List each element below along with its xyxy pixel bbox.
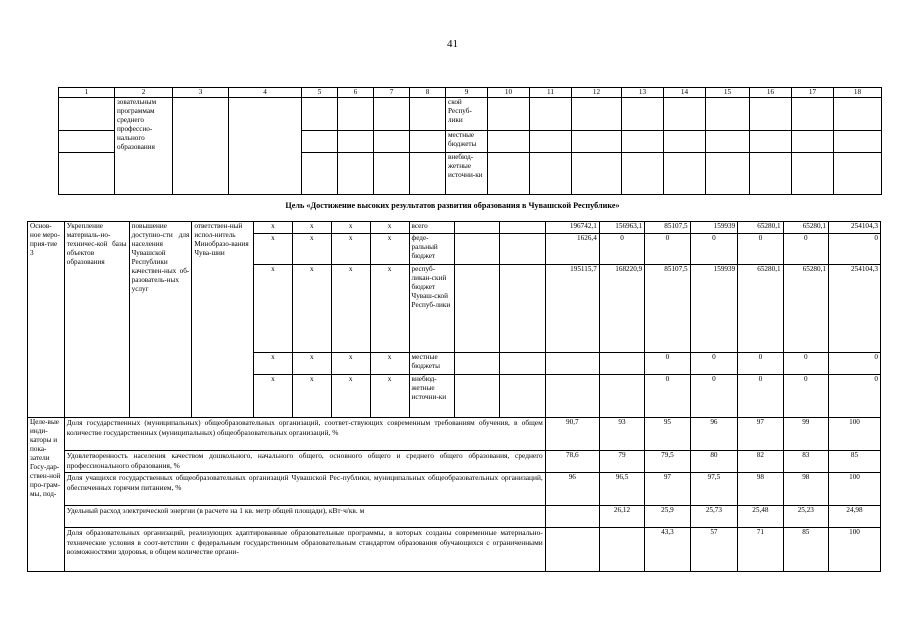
goal-title: Цель «Достижение высоких результатов развития образования в Чувашской Республике» [285, 201, 620, 210]
value-cell: 43,3 [645, 528, 690, 572]
x-cell: x [331, 353, 370, 375]
x-cell: x [253, 265, 292, 353]
x-cell: x [292, 265, 331, 353]
value-cell: 0 [829, 353, 881, 375]
x-cell: x [331, 234, 370, 265]
value-cell: 24,98 [829, 506, 881, 528]
value-cell: 0 [690, 234, 738, 265]
value-cell: 98 [783, 473, 828, 506]
x-cell: x [253, 375, 292, 418]
x-cell: x [370, 353, 409, 375]
value-cell: 82 [738, 451, 783, 473]
activity-table [27, 221, 881, 572]
value-cell: 95 [645, 418, 690, 451]
value-cell: 0 [690, 375, 738, 418]
value-cell: 65280,1 [783, 265, 828, 353]
value-cell: 156963,1 [599, 222, 644, 234]
value-cell: 96 [690, 418, 738, 451]
value-cell: 254104,3 [829, 222, 881, 234]
value-cell: 25,48 [738, 506, 783, 528]
table-row [28, 222, 881, 234]
value-cell: 0 [829, 234, 881, 265]
value-cell: 25,23 [783, 506, 828, 528]
header-cell: 7 [374, 88, 410, 98]
x-cell: x [331, 222, 370, 234]
value-cell: 0 [738, 234, 783, 265]
value-cell: 159939 [690, 222, 738, 234]
indicator-row [28, 451, 881, 473]
header-cell: 1 [59, 88, 115, 98]
funding-source-cell: всего [409, 222, 454, 234]
value-cell: 0 [829, 375, 881, 418]
table-cell [59, 98, 115, 131]
header-cell: 13 [622, 88, 664, 98]
indicator-text: Доля образовательных организаций, реализующих адаптированные образовательные программы, в которых созданы современные материально-технические условия в соот-ветствии с федеральным государственным образовательным стандартом образования обучающихся с ограниченными возможностями здоровья, в общем количестве органи- [64, 528, 545, 572]
activity-name-cell: Укрепление материаль-но-техничес-кой базы объектов образования [64, 222, 129, 418]
indicator-row [28, 473, 881, 506]
value-cell: 71 [738, 528, 783, 572]
value-cell: 0 [599, 234, 644, 265]
funding-source-cell: внебюд-жетные источни-ки [446, 153, 488, 195]
funding-source-cell: респуб-ликан-ский бюджет Чуваш-ской Респуб-лики [409, 265, 454, 353]
page-number: 41 [447, 38, 458, 50]
value-cell: 90,7 [545, 418, 599, 451]
value-cell: 93 [599, 418, 644, 451]
indicator-text: Удовлетворенность населения качеством дошкольного, начального общего, основного общего и среднего общего образования, среднего профессионального образования, % [64, 451, 545, 473]
header-cell: 4 [229, 88, 302, 98]
indicators-label-cell: Целе-вые инди-каторы и пока-затели Госу-дар-ствен-ной про-грам-мы, под- [28, 418, 65, 572]
table-cell [229, 98, 302, 195]
funding-source-cell: ской Респуб-лики [446, 98, 488, 131]
value-cell: 0 [645, 234, 690, 265]
header-cell: 12 [572, 88, 622, 98]
value-cell: 0 [645, 375, 690, 418]
x-cell: x [253, 353, 292, 375]
value-cell: 85 [783, 528, 828, 572]
value-cell: 97 [738, 418, 783, 451]
header-cell: 2 [115, 88, 173, 98]
x-cell: x [292, 375, 331, 418]
x-cell: x [292, 234, 331, 265]
table-cell [410, 98, 446, 131]
header-cell: 6 [338, 88, 374, 98]
continuation-table [58, 87, 882, 195]
indicator-text: Доля государственных (муниципальных) общеобразовательных организаций, соответ-ствующих современным требованиям обучения, в общем количестве государственных (муниципальных) общеобразовательных организаций, % [64, 418, 545, 451]
activity-label-cell: Основ-ное меро-прия-тие 3 [28, 222, 65, 418]
header-cell: 5 [302, 88, 338, 98]
value-cell: 25,73 [690, 506, 738, 528]
value-cell: 100 [829, 418, 881, 451]
value-cell: 0 [783, 353, 828, 375]
value-cell: 98 [738, 473, 783, 506]
table-row [59, 98, 882, 131]
funding-source-cell: местные бюджеты [446, 131, 488, 153]
header-cell: 15 [706, 88, 750, 98]
value-cell: 79,5 [645, 451, 690, 473]
header-cell: 14 [664, 88, 706, 98]
value-cell: 0 [783, 375, 828, 418]
value-cell: 65280,1 [738, 222, 783, 234]
value-cell: 97 [645, 473, 690, 506]
value-cell: 0 [783, 234, 828, 265]
value-cell: 168220,9 [599, 265, 644, 353]
executor-cell: ответствен-ный испол-нитель Минобразо-вания Чува-шии [192, 222, 254, 418]
value-cell: 83 [783, 451, 828, 473]
value-cell: 26,12 [599, 506, 644, 528]
funding-source-cell: феде-ральный бюджет [409, 234, 454, 265]
header-row [59, 88, 882, 98]
value-cell: 195115,7 [545, 265, 599, 353]
value-cell: 254104,3 [829, 265, 881, 353]
value-cell: 0 [738, 375, 783, 418]
value-cell: 159939 [690, 265, 738, 353]
program-name-cell: зовательным программам среднего профессио-нального образования [115, 98, 173, 195]
x-cell: x [331, 265, 370, 353]
value-cell: 65280,1 [783, 222, 828, 234]
value-cell: 57 [690, 528, 738, 572]
value-cell: 0 [645, 353, 690, 375]
x-cell: x [253, 234, 292, 265]
value-cell: 80 [690, 451, 738, 473]
indicator-row [28, 506, 881, 528]
value-cell: 85 [829, 451, 881, 473]
value-cell: 85107,5 [645, 265, 690, 353]
header-cell: 9 [446, 88, 488, 98]
funding-source-cell: местные бюджеты [409, 353, 454, 375]
value-cell: 1626,4 [545, 234, 599, 265]
header-cell: 3 [173, 88, 229, 98]
value-cell: 85107,5 [645, 222, 690, 234]
table-cell [302, 98, 338, 131]
value-cell: 79 [599, 451, 644, 473]
indicator-text: Удельный расход электрической энергии (в расчете на 1 кв. метр общей площади), кВт·ч/кв. м [64, 506, 545, 528]
x-cell: x [253, 222, 292, 234]
x-cell: x [370, 265, 409, 353]
x-cell: x [370, 222, 409, 234]
value-cell: 196742,1 [545, 222, 599, 234]
value-cell: 97,5 [690, 473, 738, 506]
x-cell: x [370, 234, 409, 265]
value-cell: 65280,1 [738, 265, 783, 353]
x-cell: x [292, 222, 331, 234]
x-cell: x [331, 375, 370, 418]
x-cell: x [292, 353, 331, 375]
table-cell [374, 98, 410, 131]
value-cell: 99 [783, 418, 828, 451]
table-cell [173, 98, 229, 195]
table-cell [338, 98, 374, 131]
header-cell: 17 [792, 88, 834, 98]
indicator-text: Доля учащихся государственных общеобразовательных организаций Чувашской Рес-публики, муниципальных общеобразовательных организаций, обеспеченных горячим питанием, % [64, 473, 545, 506]
value-cell: 0 [738, 353, 783, 375]
value-cell: 100 [829, 473, 881, 506]
activity-goal-cell: повышение доступно-сти для населения Чувашской Республики качествен-ных об-разователь-ных услуг [129, 222, 192, 418]
header-cell: 10 [488, 88, 530, 98]
value-cell: 96 [545, 473, 599, 506]
indicator-row [28, 418, 881, 451]
header-cell: 11 [530, 88, 572, 98]
funding-source-cell: внебюд-жетные источни-ки [409, 375, 454, 418]
header-cell: 16 [750, 88, 792, 98]
value-cell: 0 [690, 353, 738, 375]
value-cell: 96,5 [599, 473, 644, 506]
x-cell: x [370, 375, 409, 418]
indicator-row [28, 528, 881, 572]
value-cell: 25,9 [645, 506, 690, 528]
value-cell: 78,6 [545, 451, 599, 473]
header-cell: 8 [410, 88, 446, 98]
value-cell: 100 [829, 528, 881, 572]
header-cell: 18 [834, 88, 882, 98]
